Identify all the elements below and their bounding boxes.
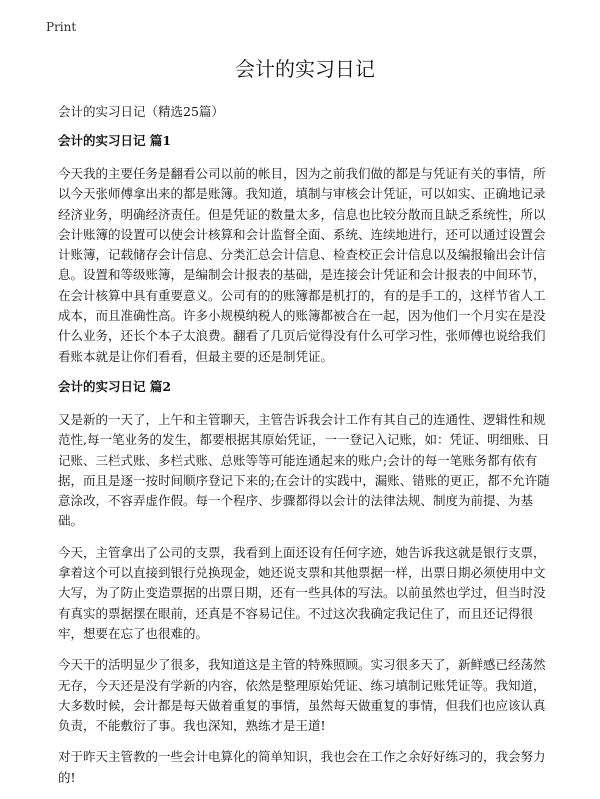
article-section-2 xyxy=(58,378,552,788)
section-heading: 会计的实习日记 篇1 xyxy=(58,133,172,148)
document-subtitle: 会计的实习日记（精选25篇） xyxy=(58,104,224,119)
paragraph: 今天干的活明显少了很多，我知道这是主管的特殊照顾。实习很多天了，新鲜感已经荡然无存，今天还是没有学新的内容，依然是整理原始凭证、练习填制记账凭证等。我知道，大多数时候，会计都是每天做着重复的事情，虽然每天做重复的事情，但我们也应该认真负责，不能敷衍了事。我也深知，熟练才是王道! xyxy=(58,657,546,734)
document-title: 会计的实习日记 xyxy=(235,57,375,81)
paragraph: 又是新的一天了，上午和主管聊天，主管告诉我会计工作有其自己的连通性、逻辑性和规范性,每一笔业务的发生，都要根据其原始凭证，一一登记入记账，如：凭证、明细账、日记账、三栏式账、多栏式账、总账等等可能连通起来的账户;会计的每一笔账务都有依有据，而且是逐一按时间顺序登记下来的;在会计的实践中，漏账、错账的更正，都不允许随意涂改，不容弄虚作假。每一个程序、步骤都得以会计的法律法规、制度为前提、为基础。 xyxy=(58,411,550,529)
paragraph: 今天我的主要任务是翻看公司以前的帐目，因为之前我们做的都是与凭证有关的事情，所以今天张师傅拿出来的都是账簿。我知道，填制与审核会计凭证，可以如实、正确地记录经济业务，明确经济责任。但是凭证的数量太多，信息也比较分散而且缺乏系统性，所以会计账簿的设置可以使会计核算和会计监督全面、系统、连续地进行，还可以通过设置会计账簿，记载储存会计信息、分类汇总会计信息、检查校正会计信息以及编报输出会计信息。设置和等级账簿，是编制会计报表的基础，是连接会计凭证和会计报表的中间环节，在会计核算中具有重要意义。公司有的的账簿都是机打的，有的是手工的，这样节省人工成本，而且准确性高。许多小规模纳税人的账簿都被合在一起，因为他们一个月实在是没什么业务，还长个本子太浪费。翻看了几页后觉得没有什么可学习性，张师傅也说给我们看账本就是让你们看看，但最主要的还是制凭证。 xyxy=(58,166,546,364)
print-link[interactable]: Print xyxy=(46,20,77,34)
section-heading: 会计的实习日记 篇2 xyxy=(58,378,172,394)
document-page xyxy=(58,56,552,799)
paragraph: 今天，主管拿出了公司的支票，我看到上面还设有任何字迹，她告诉我这就是银行支票，拿着这个可以直接到银行兑换现金，她还说支票和其他票据一样，出票日期必须使用中文大写，为了防止变造票据的出票日期，还有一些具体的写法。以前虽然也学过，但当时没有真实的票据摆在眼前，还真是不容易记住。不过这次我确定我记住了，而且还记得很牢，想要在忘了也很难的。 xyxy=(58,544,546,641)
article-section-1 xyxy=(58,132,552,367)
paragraph: 对于昨天主管教的一些会计电算化的简单知识，我也会在工作之余好好练习的，我会努力的! xyxy=(58,749,546,785)
